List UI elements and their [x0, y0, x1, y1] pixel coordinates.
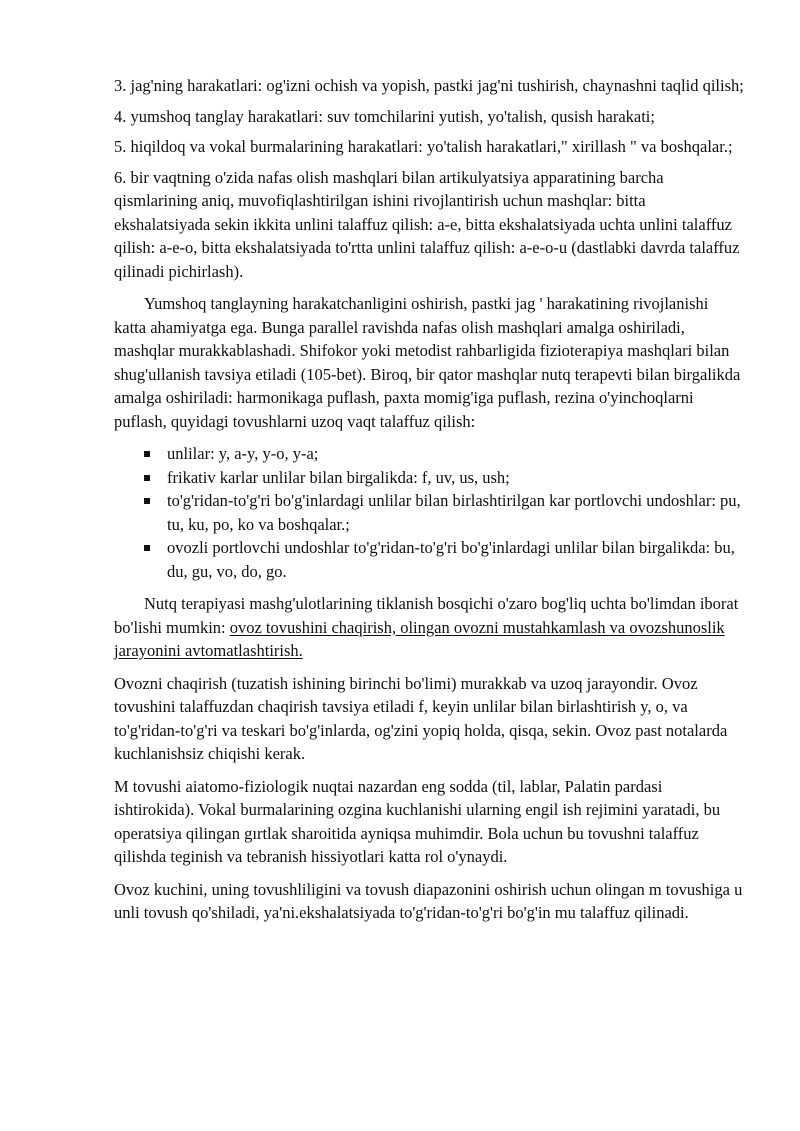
list-item-larynx: 5. hiqildoq va vokal burmalarining harakatlari: yo'talish harakatlari," xirillash " va boshqalar.; [114, 137, 733, 156]
stages-underlined-text: ovoz tovushini chaqirish, olingan ovozni mustahkamlash va ovozshunoslik jarayonini avtomatlashtirish. [114, 617, 725, 660]
bullet-text: frikativ karlar unlilar bilan birgalikda: f, uv, us, ush; [167, 467, 510, 487]
square-bullet-icon [144, 451, 150, 457]
paragraph-m-sound: M tovushi aiatomo-fiziologik nuqtai nazardan eng sodda (til, lablar, Palatin pardasi ishtirokida). Vokal burmalarining ozgina kuchlanishi ularning engil ish rejimini yaratadi, bu operatsiya qilingan gırtlak sharoitida ayniqsa muhimdir. Bola uchun bu tovushni talaffuz qilishda teginish va tebranish hissiyotlari katta rol o'ynaydi. [114, 776, 721, 866]
square-bullet-icon [144, 545, 150, 551]
paragraph-voice-calling: Ovozni chaqirish (tuzatish ishining birinchi bo'limi) murakkab va uzoq jarayondir. Ovoz tovushini talaffuzdan chaqirish tavsiya etiladi f, keyin unlilar bilan birlashtirish y, o, va to'g'ridan-to'g'ri va teskari bo'g'inlarda, og'zini yopiq holda, qisqa, sekin. Ovoz past notalarda kuchlanishsiz chiqishi kerak. [114, 673, 728, 763]
bullet-text: unlilar: y, a-y, y-o, y-a; [167, 444, 319, 463]
bullet-item [114, 466, 744, 490]
list-item-breathing: 6. bir vaqtning o'zida nafas olish mashqlari bilan artikulyatsiya apparatining barcha qismlarining aniq, muvofiqlashtirilgan ishini rivojlantirish uchun mashqlar: bitta ekshalatsiyada sekin ikkita unlini talaffuz qilish: a-e, bitta ekshalatsiyada uchta unlini talaffuz qilish: a-e-o, bitta ekshalatsiyada to'rtta unlini talaffuz qilish: a-e-o-u (dastlabki davrda talaffuz qilinadi pichirlash). [114, 167, 740, 281]
bullet-text: ovozli portlovchi undoshlar to'g'ridan-to'g'ri bo'g'inlardagi unlilar bilan birgalikda: bu, du, gu, vo, do, go. [167, 538, 735, 581]
bullet-item [114, 442, 744, 466]
paragraph-recovery-stages [114, 592, 744, 663]
stages-lead-text: Nutq terapiyasi mashg'ulotlarining tiklanish bosqichi o'zaro bog'liq uchta bo'limdan iborat bo'lishi mumkin: [114, 594, 739, 637]
bullet-item [114, 489, 744, 536]
sound-bullet-list [114, 442, 744, 583]
paragraph-palate-mobility: Yumshoq tanglayning harakatchanligini oshirish, pastki jag ' harakatining rivojlanishi katta ahamiyatga ega. Bunga parallel ravishda nafas olish mashqlari amalga oshiriladi, mashqlar murakkablashadi. Shifokor yoki metodist rahbarligida fizioterapiya mashqlari bilan shug'ullanish tavsiya etiladi (105-bet). Biroq, bir qator mashqlar nutq terapevti bilan birgalikda amalga oshiriladi: harmonikaga puflash, paxta momig'iga puflash, rezina o'yinchoqlarni puflash, quyidagi tovushlarni uzoq vaqt talaffuz qilish: [114, 294, 741, 431]
list-item-soft-palate: 4. yumshoq tanglay harakatlari: suv tomchilarini yutish, yo'talish, qusish harakati; [114, 106, 655, 126]
square-bullet-icon [144, 475, 150, 481]
square-bullet-icon [144, 498, 150, 504]
bullet-item [114, 536, 744, 583]
bullet-text: to'g'ridan-to'g'ri bo'g'inlardagi unlilar bilan birlashtirilgan kar portlovchi undoshlar: pu, tu, ku, po, ko va boshqalar.; [167, 491, 741, 534]
paragraph-voice-power: Ovoz kuchini, uning tovushliligini va tovush diapazonini oshirish uchun olingan m tovushiga u unli tovush qo'shiladi, ya'ni.ekshalatsiyada to'g'ridan-to'g'ri bo'g'in mu talaffuz qilinadi. [114, 879, 743, 922]
list-item-jaw: 3. jag'ning harakatlari: og'izni ochish va yopish, pastki jag'ni tushirish, chaynashni taqlid qilish; [114, 76, 744, 95]
document-page [114, 74, 744, 934]
